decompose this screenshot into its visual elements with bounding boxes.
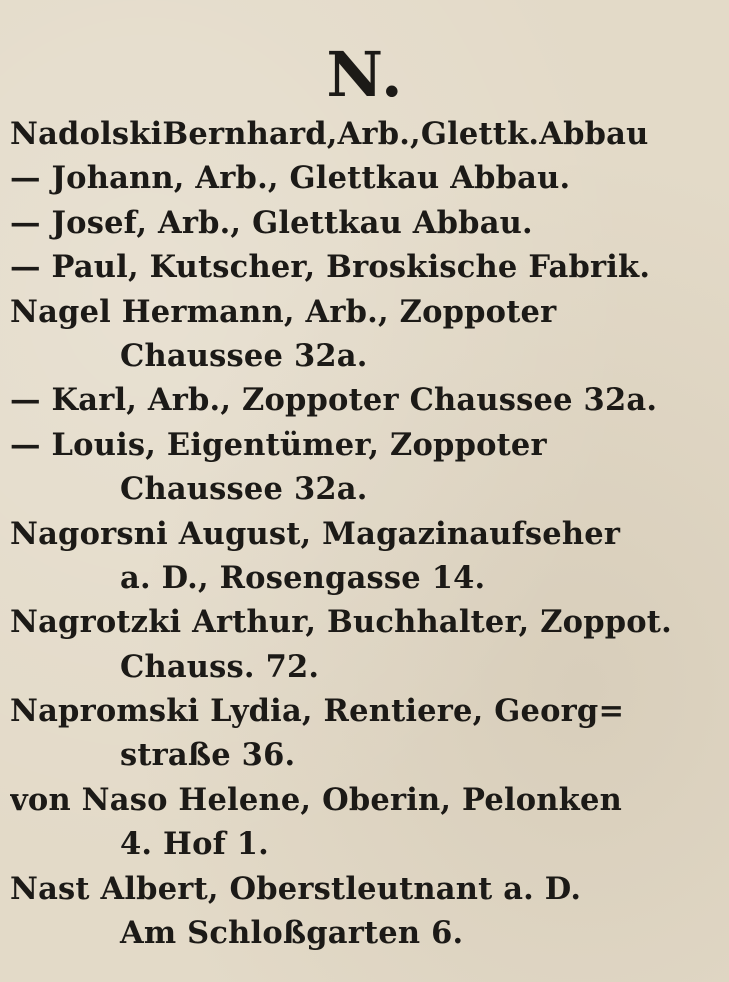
entry-continuation-line: straße 36. xyxy=(120,737,296,774)
entry-continuation-line: Chauss. 72. xyxy=(120,648,320,685)
entry-continuation-line: a. D., Rosengasse 14. xyxy=(120,559,486,596)
section-letter: N. xyxy=(326,38,405,111)
entry-line: — Paul, Kutscher, Broskische Fabrik. xyxy=(10,249,651,286)
directory-entry xyxy=(10,423,721,512)
entry-line: — Louis, Eigentümer, Zoppoter xyxy=(10,426,547,463)
directory-entry xyxy=(10,156,721,200)
directory-entry xyxy=(10,600,721,689)
directory-entry xyxy=(10,245,721,289)
entry-line: Napromski Lydia, Rentiere, Georg= xyxy=(10,693,625,730)
directory-entry xyxy=(10,778,721,867)
entry-line: — Josef, Arb., Glettkau Abbau. xyxy=(10,204,533,241)
entry-line: Nagel Hermann, Arb., Zoppoter xyxy=(10,293,557,330)
entry-line: NadolskiBernhard,Arb.,Glettk.Abbau xyxy=(10,116,649,152)
directory-entry xyxy=(10,112,721,156)
entry-continuation-line: Chaussee 32a. xyxy=(120,337,368,374)
directory-entry xyxy=(10,689,721,778)
entry-line: Nagrotzki Arthur, Buchhalter, Zoppot. xyxy=(10,604,672,641)
entry-line: von Naso Helene, Oberin, Pelonken xyxy=(10,781,622,818)
directory-entry xyxy=(10,512,721,601)
section-heading xyxy=(10,0,721,112)
entry-continuation-line: Chaussee 32a. xyxy=(120,471,368,508)
entry-continuation-line: 4. Hof 1. xyxy=(120,826,269,863)
directory-entry xyxy=(10,378,721,422)
entry-continuation-line: Am Schloßgarten 6. xyxy=(120,915,464,952)
directory-entry xyxy=(10,290,721,379)
directory-entry xyxy=(10,867,721,956)
entry-line: Nast Albert, Oberstleutnant a. D. xyxy=(10,870,582,907)
entry-list xyxy=(10,112,721,955)
entry-line: — Karl, Arb., Zoppoter Chaussee 32a. xyxy=(10,382,658,419)
directory-entry xyxy=(10,201,721,245)
entry-line: — Johann, Arb., Glettkau Abbau. xyxy=(10,160,571,197)
entry-line: Nagorsni August, Magazinaufseher xyxy=(10,515,621,552)
